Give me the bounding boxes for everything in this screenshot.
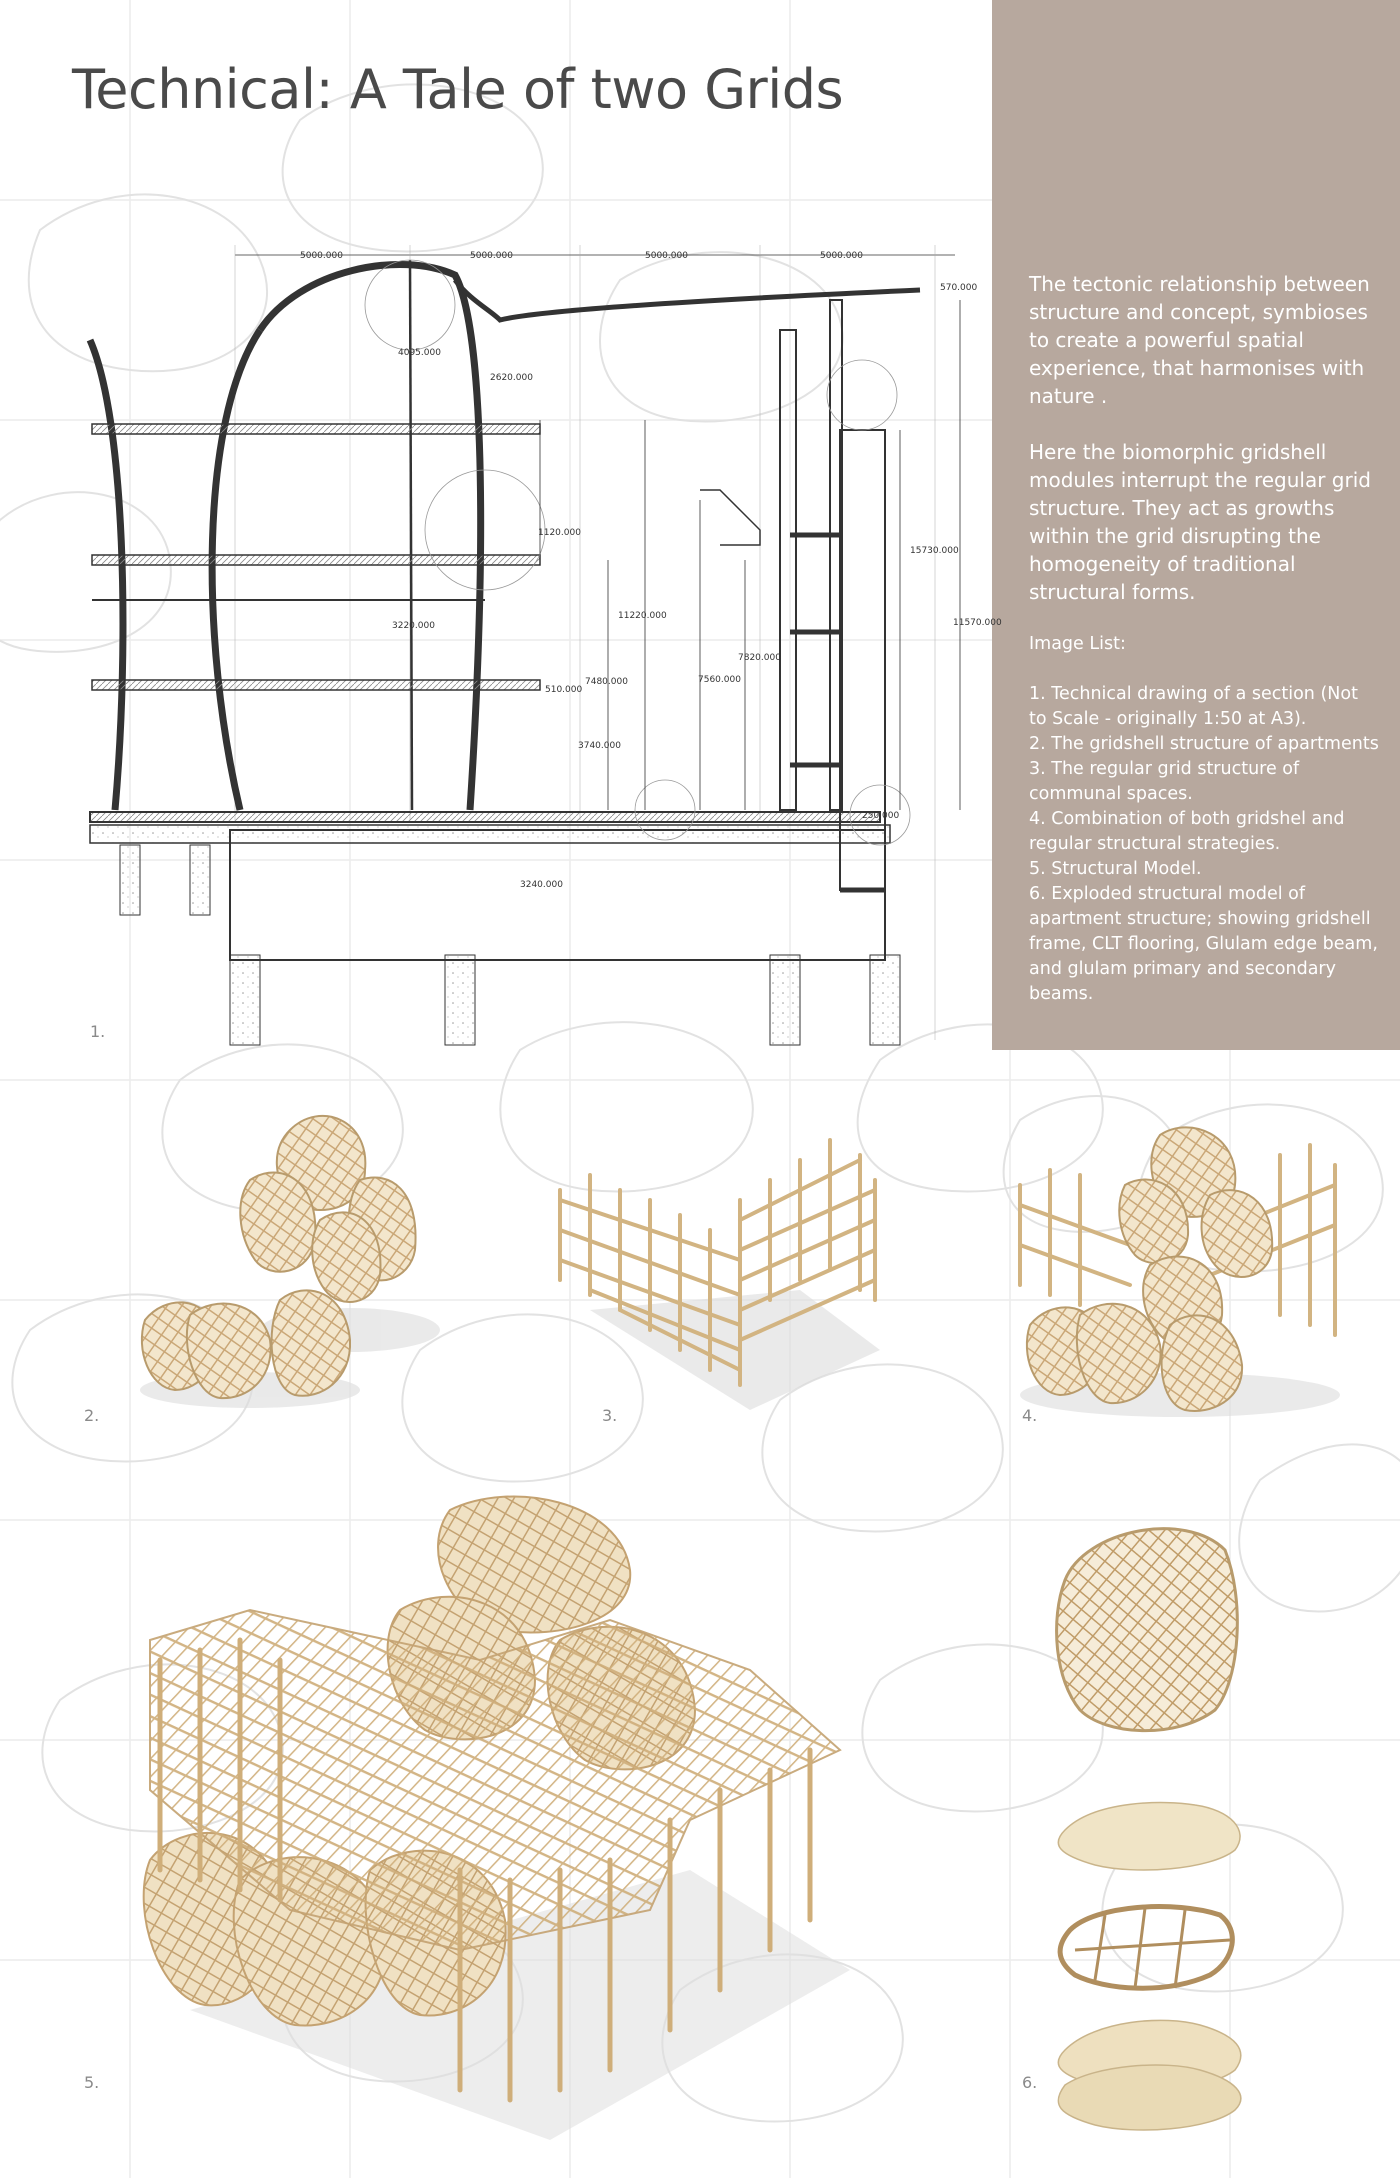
dimension-label: 1120.000 bbox=[538, 528, 581, 538]
image-list-item: 5. Structural Model. bbox=[1029, 859, 1202, 879]
gridshell-apartments-model bbox=[120, 1100, 450, 1430]
figure-5-label: 5. bbox=[84, 2073, 100, 2092]
dimension-label: 4095.000 bbox=[398, 348, 441, 358]
figure-6-label: 6. bbox=[1022, 2073, 1038, 2092]
dimension-label: 5000.000 bbox=[820, 251, 863, 261]
regular-grid-model bbox=[550, 1120, 890, 1420]
dimension-label: 7820.000 bbox=[738, 653, 781, 663]
dimension-label: 7480.000 bbox=[585, 677, 628, 687]
dimension-label: 5000.000 bbox=[645, 251, 688, 261]
dimension-label: 15730.000 bbox=[910, 546, 959, 556]
dimension-label: 11570.000 bbox=[953, 618, 1002, 628]
glulam-edge-beam bbox=[1060, 1907, 1232, 1989]
clt-flooring bbox=[1058, 1803, 1240, 1870]
description-paragraph-2: Here the biomorphic gridshell modules interrupt the regular grid structure. They act as growths within the grid disrupting the homogeneity of traditional structural forms. bbox=[1029, 440, 1371, 604]
dimension-label: 3240.000 bbox=[520, 880, 563, 890]
image-list-item: 1. Technical drawing of a section (Not to Scale - originally 1:50 at A3). bbox=[1029, 684, 1358, 729]
dimension-label: 7560.000 bbox=[698, 675, 741, 685]
dimension-label: 2620.000 bbox=[490, 373, 533, 383]
image-list-item: 2. The gridshell structure of apartments bbox=[1029, 734, 1379, 754]
dimension-label: 5000.000 bbox=[300, 251, 343, 261]
structural-model bbox=[130, 1490, 850, 2150]
figure-2-label: 2. bbox=[84, 1406, 100, 1425]
figure-3-label: 3. bbox=[602, 1406, 618, 1425]
image-list-item: 4. Combination of both gridshel and regular structural strategies. bbox=[1029, 809, 1345, 854]
image-list-item: 6. Exploded structural model of apartment structure; showing gridshell frame, CLT flooring, Glulam edge beam, and glulam primary and secondary beams. bbox=[1029, 884, 1378, 1004]
gridshell-frame bbox=[1057, 1529, 1238, 1731]
section-drawing bbox=[0, 0, 1400, 1080]
dimension-label: 3220.000 bbox=[392, 621, 435, 631]
description-paragraph-1: The tectonic relationship between structure and concept, symbioses to create a powerful spatial experience, that harmonises with nature . bbox=[1029, 272, 1370, 408]
image-list-item: 3. The regular grid structure of communal spaces. bbox=[1029, 759, 1300, 804]
figure-4-label: 4. bbox=[1022, 1406, 1038, 1425]
exploded-structural-model bbox=[1045, 1510, 1255, 2150]
dimension-label: 250.000 bbox=[862, 811, 900, 821]
dimension-label: 11220.000 bbox=[618, 611, 667, 621]
dimension-label: 570.000 bbox=[940, 283, 978, 293]
glulam-beams bbox=[1058, 2020, 1241, 2130]
page-title: Technical: A Tale of two Grids bbox=[72, 58, 844, 121]
combined-structure-model bbox=[1010, 1115, 1350, 1425]
dimension-label: 5000.000 bbox=[470, 251, 513, 261]
dimension-label: 510.000 bbox=[545, 685, 583, 695]
image-list-heading: Image List: bbox=[1029, 634, 1126, 654]
figure-1-label: 1. bbox=[90, 1022, 106, 1041]
dimension-label: 3740.000 bbox=[578, 741, 621, 751]
